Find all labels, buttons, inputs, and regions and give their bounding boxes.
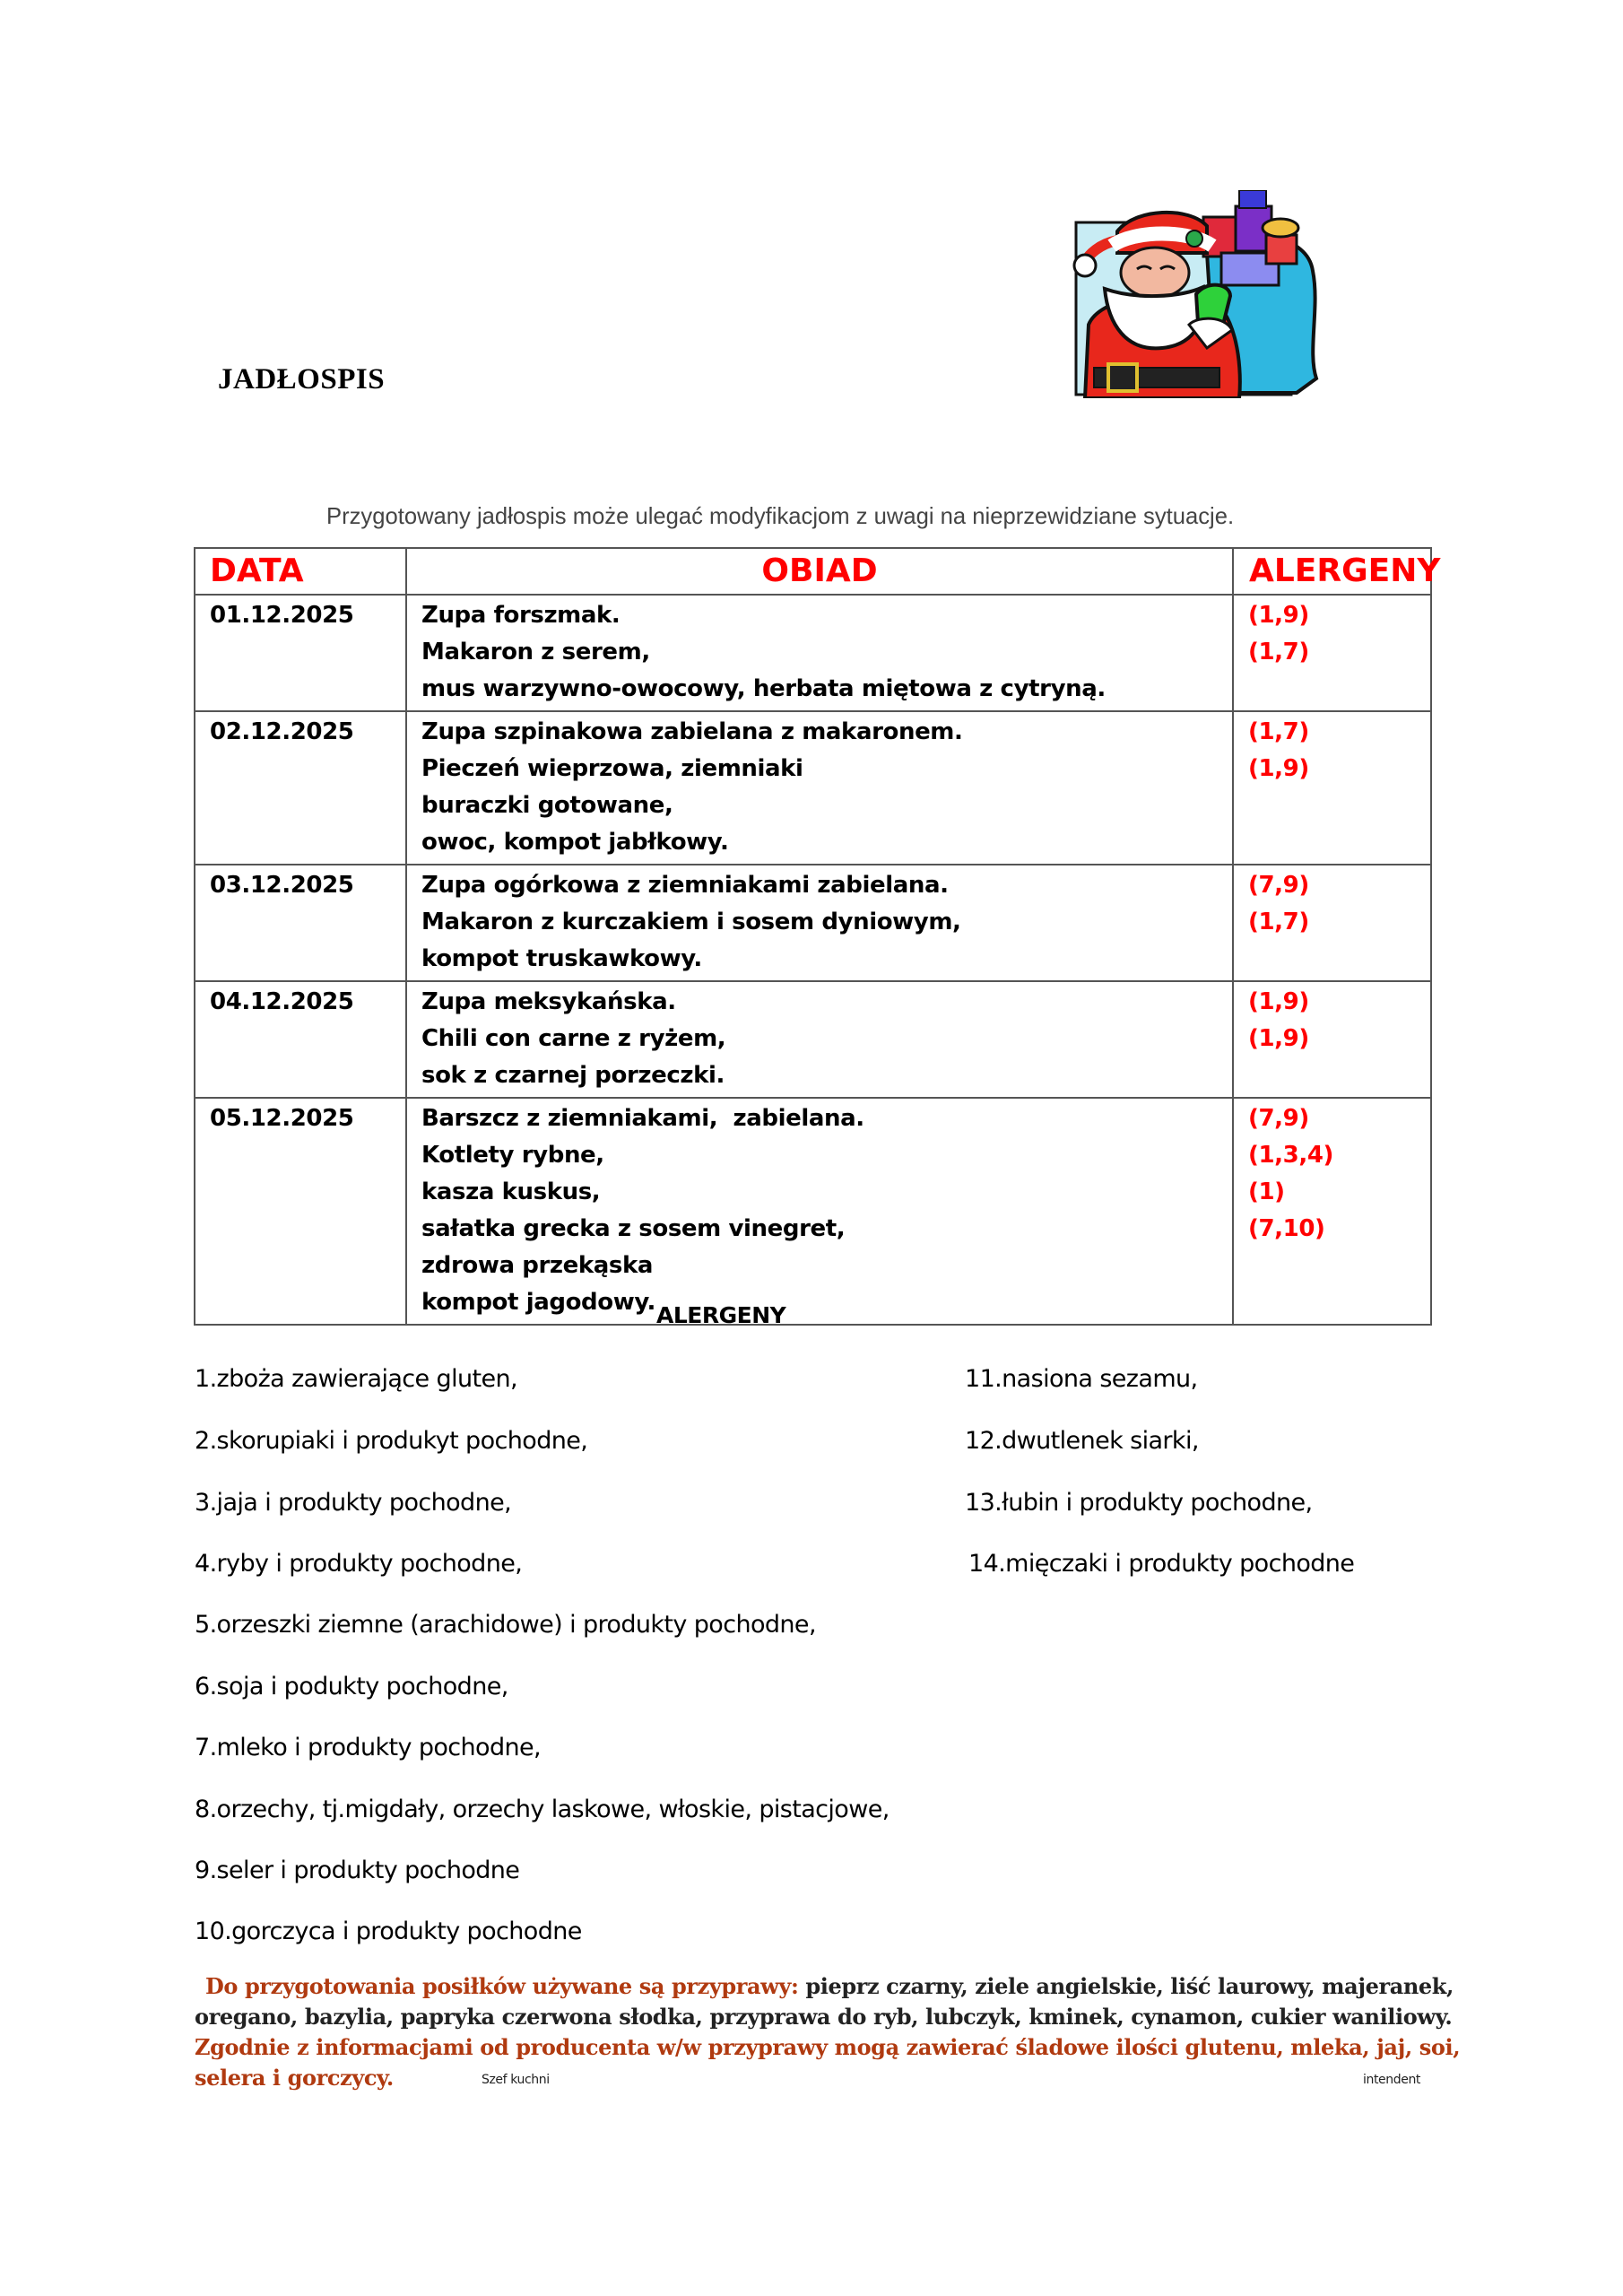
allergen-code: (1,9)	[1248, 988, 1309, 1015]
date-cell	[195, 595, 406, 711]
allergen-legend-item: 1.zboża zawierające gluten,	[195, 1365, 517, 1393]
meal-cell	[406, 1098, 1233, 1325]
table-row	[195, 1098, 1431, 1325]
meal-line: Makaron z kurczakiem i sosem dyniowym,	[421, 909, 961, 935]
signature-chef: Szef kuchni	[482, 2073, 550, 2087]
santa-claus-image	[1072, 190, 1324, 398]
allergen-legend-item: 9.seler i produkty pochodne	[195, 1857, 520, 1884]
table-row	[195, 981, 1431, 1098]
allergen-legend-item: 8.orzechy, tj.migdały, orzechy laskowe, włoskie, pistacjowe,	[195, 1796, 890, 1823]
meal-cell	[406, 595, 1233, 711]
meal-cell	[406, 865, 1233, 981]
meal-line: sałatka grecka z sosem vinegret,	[421, 1215, 846, 1242]
table-row	[195, 711, 1431, 865]
allergens-cell	[1233, 981, 1431, 1098]
meal-line: Chili con carne z ryżem,	[421, 1025, 726, 1052]
meal-line: Pieczeń wieprzowa, ziemniaki	[421, 755, 803, 782]
allergen-code: (1,9)	[1248, 755, 1309, 782]
meal-line: Zupa meksykańska.	[421, 988, 676, 1015]
allergen-legend-item: 3.jaja i produkty pochodne,	[195, 1489, 512, 1517]
menu-table	[194, 547, 1441, 1326]
column-header-lunch: OBIAD	[406, 548, 1233, 595]
allergen-legend-item: 13.łubin i produkty pochodne,	[965, 1489, 1313, 1517]
date-cell	[195, 711, 406, 865]
allergen-code: (1,9)	[1248, 1025, 1309, 1052]
date-cell	[195, 865, 406, 981]
allergen-code: (1)	[1248, 1178, 1285, 1205]
allergen-legend-item: 10.gorczyca i produkty pochodne	[195, 1918, 582, 1945]
column-header-date: DATA	[195, 548, 406, 595]
table-header-row	[195, 548, 1431, 595]
allergen-legend-item: 14.mięczaki i produkty pochodne	[968, 1550, 1355, 1578]
meal-line: Zupa ogórkowa z ziemniakami zabielana.	[421, 872, 949, 899]
meal-line: Barszcz z ziemniakami, zabielana.	[421, 1105, 864, 1132]
meal-line: zdrowa przekąska	[421, 1252, 653, 1279]
spices-list-1: pieprz czarny, ziele angielskie, liść laurowy, majeranek,	[798, 1973, 1454, 1999]
page-title: JADŁOSPIS	[218, 363, 386, 396]
allergen-legend-item: 5.orzeszki ziemne (arachidowe) i produkty pochodne,	[195, 1611, 816, 1639]
spices-label: Do przygotowania posiłków używane są przyprawy:	[205, 1973, 799, 1999]
meal-line: buraczki gotowane,	[421, 792, 673, 819]
spices-line-4	[195, 2063, 1432, 2093]
table-row	[195, 595, 1431, 711]
allergen-code: (1,7)	[1248, 639, 1309, 665]
column-header-allergens: ALERGENY	[1233, 548, 1431, 595]
allergen-legend-item: 2.skorupiaki i produkyt pochodne,	[195, 1427, 588, 1455]
allergen-legend-item: 4.ryby i produkty pochodne,	[195, 1550, 523, 1578]
meal-cell	[406, 711, 1233, 865]
allergen-legend-item: 11.nasiona sezamu,	[965, 1365, 1198, 1393]
allergen-code: (7,9)	[1248, 1105, 1309, 1132]
meal-line: kompot truskawkowy.	[421, 945, 702, 972]
meal-line: kompot jagodowy.	[421, 1289, 655, 1316]
date-cell	[195, 1098, 406, 1325]
meal-line: sok z czarnej porzeczki.	[421, 1062, 725, 1089]
allergen-code: (1,9)	[1248, 602, 1309, 629]
meal-line: owoc, kompot jabłkowy.	[421, 829, 729, 856]
meal-line: Kotlety rybne,	[421, 1142, 604, 1169]
allergen-code: (7,9)	[1248, 872, 1309, 899]
meal-line: kasza kuskus,	[421, 1178, 601, 1205]
allergen-legend-item: 12.dwutlenek siarki,	[965, 1427, 1199, 1455]
date-value: 02.12.2025	[210, 718, 354, 745]
allergen-legend-item: 6.soja i podukty pochodne,	[195, 1673, 508, 1700]
date-value: 04.12.2025	[210, 988, 354, 1015]
meal-line: mus warzywno-owocowy, herbata miętowa z cytryną.	[421, 675, 1106, 702]
date-value: 05.12.2025	[210, 1105, 354, 1132]
allergen-code: (1,7)	[1248, 909, 1309, 935]
allergens-cell	[1233, 711, 1431, 865]
date-value: 03.12.2025	[210, 872, 354, 899]
menu-disclaimer: Przygotowany jadłospis może ulegać modyfikacjom z uwagi na nieprzewidziane sytuacje.	[326, 502, 1235, 529]
date-cell	[195, 981, 406, 1098]
allergen-legend-title: ALERGENY	[656, 1302, 786, 1328]
spices-line-1	[195, 1971, 1454, 2002]
allergens-cell	[1233, 865, 1431, 981]
date-value: 01.12.2025	[210, 602, 354, 629]
allergen-code: (1,7)	[1248, 718, 1309, 745]
spices-list-2: oregano, bazylia, papryka czerwona słodka, przyprawa do ryb, lubczyk, kminek, cynamon, cukier waniliowy.	[195, 2004, 1453, 2030]
allergen-code: (7,10)	[1248, 1215, 1325, 1242]
allergen-legend-item: 7.mleko i produkty pochodne,	[195, 1734, 542, 1761]
signature-intendent: intendent	[1363, 2073, 1421, 2087]
meal-line: Makaron z serem,	[421, 639, 650, 665]
allergen-warning-2: selera i gorczycy.	[195, 2065, 394, 2091]
allergen-code: (1,3,4)	[1248, 1142, 1333, 1169]
allergens-cell	[1233, 595, 1431, 711]
spices-footer	[195, 1971, 1461, 2093]
allergen-warning-1: Zgodnie z informacjami od producenta w/w przyprawy mogą zawierać śladowe ilości glutenu, mleka, jaj, soi,	[195, 2034, 1461, 2060]
table-row	[195, 865, 1431, 981]
meal-line: Zupa forszmak.	[421, 602, 621, 629]
meal-line: Zupa szpinakowa zabielana z makaronem.	[421, 718, 963, 745]
allergens-cell	[1233, 1098, 1431, 1325]
meal-cell	[406, 981, 1233, 1098]
